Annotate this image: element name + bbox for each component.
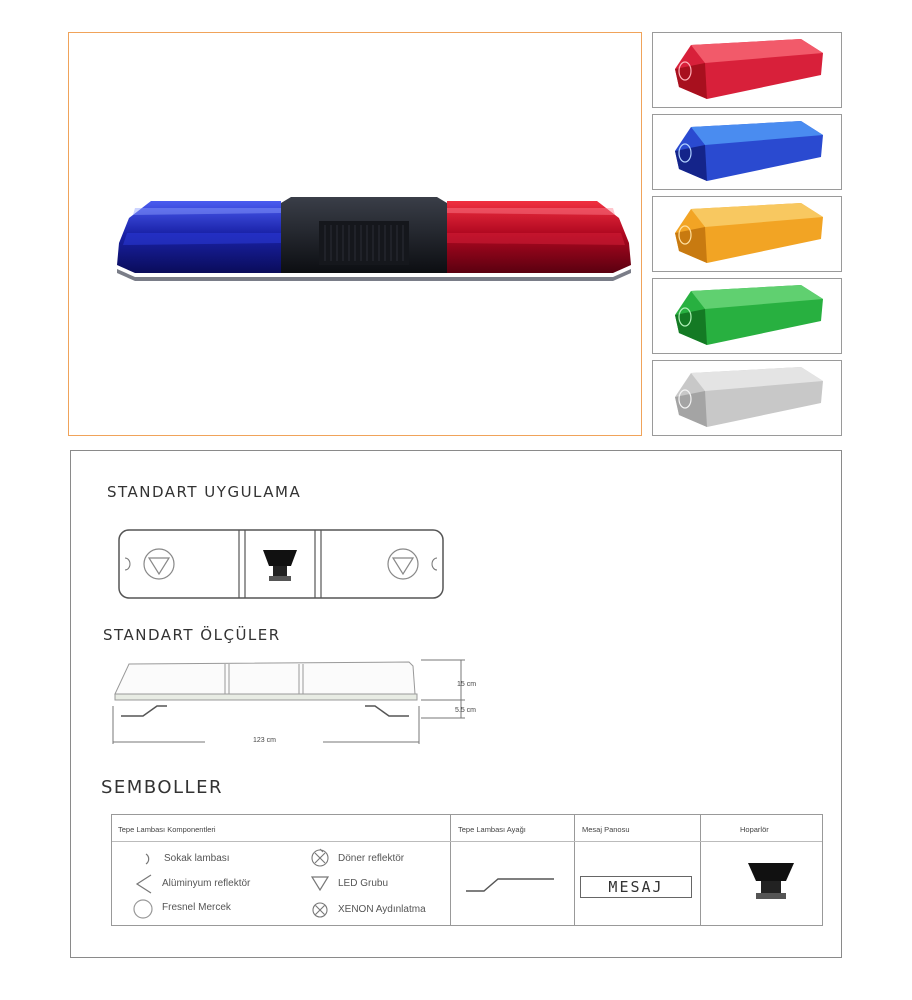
symbols-table xyxy=(111,814,823,926)
light-bar-image xyxy=(69,33,643,437)
standard-application-heading: STANDART UYGULAMA xyxy=(107,483,302,501)
red-lens-icon xyxy=(653,33,843,109)
speaker-header: Hoparlör xyxy=(740,825,769,834)
rotating-reflector-icon xyxy=(310,848,330,868)
street-lamp-icon xyxy=(142,851,158,867)
standard-dimensions-heading: STANDART ÖLÇÜLER xyxy=(103,626,281,644)
led-group-icon xyxy=(310,874,330,892)
height-dimension-label: 15 cm xyxy=(457,681,477,688)
legend-led-group: LED Grubu xyxy=(338,878,389,889)
legend-xenon-lighting: XENON Aydınlatma xyxy=(338,904,426,915)
center-module xyxy=(281,197,447,273)
message-panel-sample: MESAJ xyxy=(580,876,692,898)
thumb-red[interactable] xyxy=(652,32,842,108)
red-lens xyxy=(447,201,631,273)
thumb-clear[interactable] xyxy=(652,360,842,436)
symbols-heading: SEMBOLLER xyxy=(101,777,223,798)
fresnel-lens-icon xyxy=(132,898,154,920)
green-lens-icon xyxy=(653,279,843,355)
product-image-frame xyxy=(68,32,642,436)
foot-dimension-label: 5.5 cm xyxy=(455,707,477,714)
standard-application-diagram xyxy=(117,528,447,600)
thumb-amber[interactable] xyxy=(652,196,842,272)
legend-aluminium-reflector: Alüminyum reflektör xyxy=(162,878,251,889)
foot-header: Tepe Lambası Ayağı xyxy=(458,825,526,834)
length-dimension-label: 123 cm xyxy=(253,737,276,744)
message-panel-header: Mesaj Panosu xyxy=(582,825,630,834)
clear-lens-icon xyxy=(653,361,843,437)
thumb-green[interactable] xyxy=(652,278,842,354)
spec-sheet xyxy=(70,450,842,958)
thumb-blue[interactable] xyxy=(652,114,842,190)
legend-rotating-reflector: Döner reflektör xyxy=(338,853,405,864)
blue-lens-icon xyxy=(653,115,843,191)
legend-street-lamp: Sokak lambası xyxy=(164,853,230,864)
blue-lens xyxy=(117,201,281,273)
foot-symbol-icon xyxy=(460,871,560,895)
dimensions-diagram xyxy=(109,656,469,748)
speaker-icon xyxy=(744,859,798,911)
aluminium-reflector-icon xyxy=(134,873,154,895)
xenon-lighting-icon xyxy=(310,900,330,920)
amber-lens-icon xyxy=(653,197,843,273)
legend-fresnel-lens: Fresnel Mercek xyxy=(162,902,231,913)
components-header: Tepe Lambası Komponentleri xyxy=(118,825,216,834)
